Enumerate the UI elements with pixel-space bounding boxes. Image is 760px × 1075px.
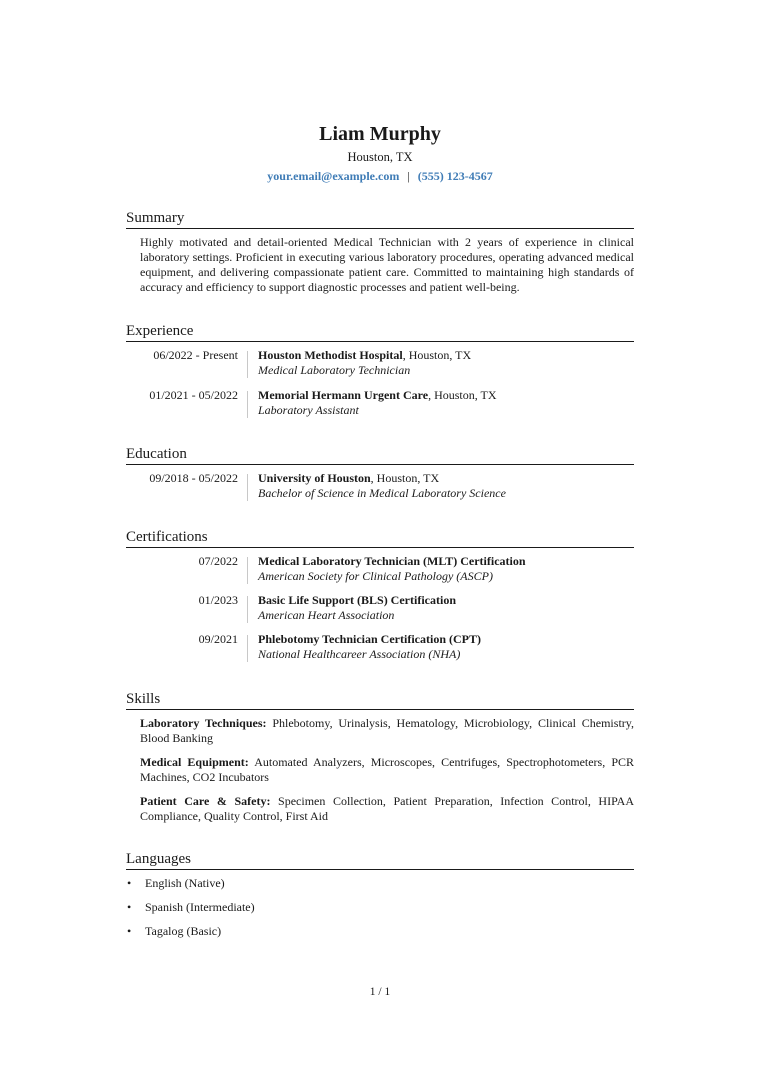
entry-divider <box>247 351 248 378</box>
bullet-icon: • <box>127 900 132 914</box>
page-number: 1 / 1 <box>369 986 391 998</box>
resume-header <box>0 121 760 185</box>
education-entry <box>126 471 634 503</box>
entry-body <box>258 348 634 378</box>
entry-body <box>258 388 634 418</box>
entry-location: , Houston, TX <box>370 471 440 485</box>
certification-issuer: American Heart Association <box>258 608 395 622</box>
entry-location: , Houston, TX <box>428 388 497 402</box>
certification-name: Medical Laboratory Technician (MLT) Certification <box>258 554 526 568</box>
education-title: Education <box>126 445 634 465</box>
skills-title: Skills <box>126 690 634 710</box>
certification-entry <box>126 593 634 632</box>
languages-section <box>126 850 634 948</box>
entry-body <box>258 632 634 662</box>
certification-issuer: National Healthcareer Association (NHA) <box>258 647 461 661</box>
experience-title: Experience <box>126 322 634 342</box>
entry-body <box>258 593 634 623</box>
entry-date: 01/2023 <box>198 593 238 607</box>
entry-date: 09/2021 <box>198 632 238 646</box>
education-section <box>126 445 634 503</box>
entry-date: 09/2018 - 05/2022 <box>149 471 238 485</box>
languages-list <box>126 876 634 948</box>
language-item <box>126 924 634 948</box>
skill-line <box>140 716 634 746</box>
summary-text: Highly motivated and detail-oriented Medical Technician with 2 years of experience in clinical laboratory settings. Proficient in executing various laboratory procedures, operating advanced medical equipment, and delivering compassionate patient care. Committed to maintaining high standards of accuracy and efficiency to support diagnostic processes and patient well-being. <box>140 235 634 294</box>
bullet-icon: • <box>127 924 132 938</box>
certification-name: Basic Life Support (BLS) Certification <box>258 593 456 607</box>
summary-section <box>126 209 634 295</box>
skill-line <box>140 755 634 785</box>
language-item <box>126 900 634 924</box>
email-link[interactable]: your.email@example.com <box>267 169 400 183</box>
certification-entry <box>126 554 634 593</box>
entry-body <box>258 471 634 501</box>
experience-entry <box>126 348 634 388</box>
entry-organization: Memorial Hermann Urgent Care <box>258 388 429 402</box>
certification-name: Phlebotomy Technician Certification (CPT) <box>258 632 481 646</box>
entry-date: 01/2021 - 05/2022 <box>149 388 238 402</box>
skill-category: Laboratory Techniques: <box>140 716 267 730</box>
entry-organization: Houston Methodist Hospital <box>258 348 403 362</box>
skills-section <box>126 690 634 824</box>
summary-title: Summary <box>126 209 634 229</box>
certification-entry <box>126 632 634 664</box>
certifications-title: Certifications <box>126 528 634 548</box>
language-label: Spanish (Intermediate) <box>145 900 255 914</box>
candidate-location: Houston, TX <box>347 150 413 164</box>
skill-category: Medical Equipment: <box>140 755 249 769</box>
language-label: English (Native) <box>145 876 225 890</box>
entry-organization: University of Houston <box>258 471 371 485</box>
entry-divider <box>247 557 248 584</box>
skill-list: Automated Analyzers, Microscopes, Centrifuges, Spectrophotometers, PCR Machines, CO2 Incubators <box>140 755 635 784</box>
entry-divider <box>247 635 248 662</box>
language-label: Tagalog (Basic) <box>145 924 222 938</box>
skill-list: Specimen Collection, Patient Preparation, Infection Control, HIPAA Compliance, Quality Control, First Aid <box>140 794 634 823</box>
entry-body <box>258 554 634 584</box>
language-item <box>126 876 634 900</box>
entry-divider <box>247 596 248 623</box>
contact-line <box>0 167 760 185</box>
entry-divider <box>247 474 248 501</box>
entry-role: Medical Laboratory Technician <box>258 363 411 377</box>
skill-line <box>140 794 634 824</box>
experience-section <box>126 322 634 420</box>
experience-entry <box>126 388 634 420</box>
entry-location: , Houston, TX <box>402 348 472 362</box>
certifications-section <box>126 528 634 664</box>
entry-role: Laboratory Assistant <box>258 403 359 417</box>
bullet-icon: • <box>127 876 132 890</box>
entry-degree: Bachelor of Science in Medical Laboratory Science <box>258 486 506 500</box>
skill-list: Phlebotomy, Urinalysis, Hematology, Microbiology, Clinical Chemistry, Blood Banking <box>140 716 634 745</box>
skill-category: Patient Care & Safety: <box>140 794 271 808</box>
entry-date: 06/2022 - Present <box>153 348 238 362</box>
entry-divider <box>247 391 248 418</box>
entry-date: 07/2022 <box>198 554 238 568</box>
certification-issuer: American Society for Clinical Pathology (ASCP) <box>258 569 493 583</box>
phone-link[interactable]: (555) 123-4567 <box>417 169 493 183</box>
languages-title: Languages <box>126 850 634 870</box>
contact-separator: | <box>407 169 410 183</box>
candidate-name: Liam Murphy <box>319 123 441 145</box>
